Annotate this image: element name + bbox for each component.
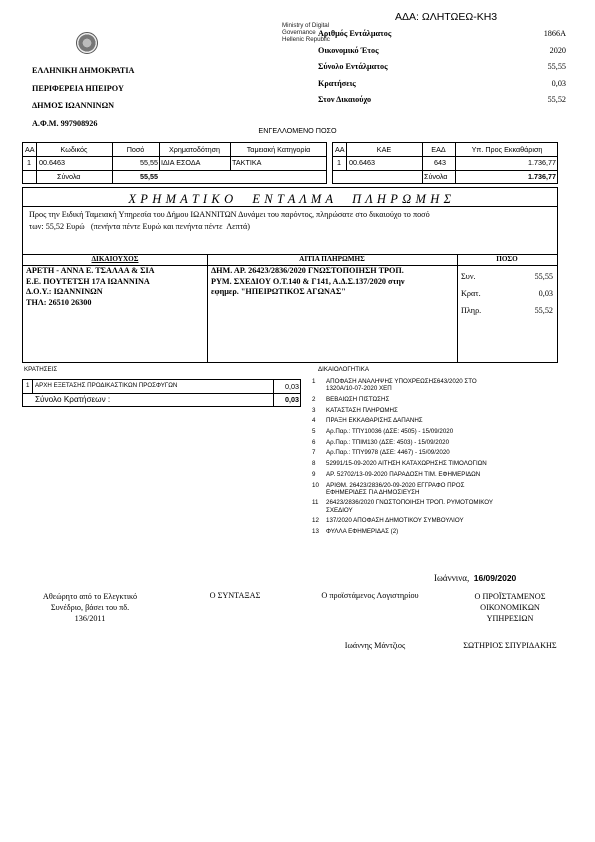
greek-coat-of-arms-icon xyxy=(76,32,98,54)
issuer-block xyxy=(32,62,134,132)
list-item: 2 ΒΕΒΑΙΩΣΗ ΠΙΣΤΩΣΗΣ xyxy=(312,395,390,403)
total-label: Σύνολα xyxy=(57,172,81,181)
documents-title: ΔΙΚΑΙΟΛΟΓΗΤΙΚΑ xyxy=(318,366,369,373)
payment-cause: ΔΗΜ. ΑΡ. 26423/2836/2020 ΓΝΩΣΤΟΠΟΙΗΣΗ ΤΡΟΠ. ΡΥΜ. ΣΧΕΔΙΟΥ Ο.Τ.140 & Γ141, Α.Δ.Σ.137/2020 στην εφημερ. "ΗΠΕΙΡΩΤΙΚΟΣ ΑΓΩΝΑΣ" xyxy=(211,266,405,296)
accountant-name: Ιωάννης Μάντζιος xyxy=(344,641,406,650)
column-header: Υπ. Προς Εκκαθάριση xyxy=(471,145,543,154)
order-info xyxy=(318,26,566,109)
place-date xyxy=(434,573,516,583)
director-title: Ο ΠΡΟΪΣΤΑΜΕΝΟΣ ΟΙΚΟΝΟΜΙΚΩΝ ΥΠΗΡΕΣΙΩΝ xyxy=(474,592,546,623)
accountant-title: Ο προϊστάμενος Λογιστηρίου xyxy=(321,591,419,600)
payment-order-box xyxy=(22,187,558,363)
list-item: 10 ΑΡΙΘΜ. 26423/2836/20-09-2020 ΕΓΓΡΑΦΟ ΠΡΟΣ ΕΦΗΜΕΡΙΔΕΣ ΓΙΑ ΔΗΜΟΣΙΕΥΣΗ xyxy=(312,481,465,496)
date: 16/09/2020 xyxy=(473,573,517,583)
column-header: ΕΑΔ xyxy=(431,145,446,154)
table-cell: ΙΔΙΑ ΕΣΟΔΑ xyxy=(161,158,201,167)
deductions-total-value: 0,03 xyxy=(285,395,299,404)
funding-table xyxy=(22,142,327,184)
column-header: Κωδικός xyxy=(60,145,88,154)
info-row-deductions: Κρατήσεις 0,03 xyxy=(318,78,566,88)
document-title: Χ Ρ Η Μ Α Τ Ι Κ Ο Ε Ν Τ Α Λ Μ Α Π Λ Η Ρ Ω Μ Η Σ xyxy=(128,192,452,206)
place: Ιωάννινα, xyxy=(434,573,470,583)
org-line: ΠΕΡΙΦΕΡΕΙΑ ΗΠΕΙΡΟΥ xyxy=(32,83,124,93)
column-header: ΑΑ xyxy=(335,145,345,154)
total-value: 1.736,77 xyxy=(528,172,556,181)
column-header: Χρηματοδότηση xyxy=(168,145,221,154)
list-item: 6 Αρ.Παρ.: ΤΠΙΜ130 (ΔΣΕ: 4503) - 15/09/2020 xyxy=(312,438,450,446)
list-item: 1 ΑΠΟΦΑΣΗ ΑΝΑΛΗΨΗΣ ΥΠΟΧΡΕΩΣΗΣ643/2020 ΣΤΟ 1320Α/10-07-2020 ΧΕΠ xyxy=(312,378,477,393)
amount-row: Πληρ. 55,52 xyxy=(461,306,553,315)
beneficiary-header: ΔΙΚΑΙΟΥΧΟΣ xyxy=(91,255,139,263)
org-line: ΔΗΜΟΣ ΙΩΑΝΝΙΝΩΝ xyxy=(32,101,115,110)
list-item: 4 ΠΡΑΞΗ ΕΚΚΑΘΑΡΙΣΗΣ ΔΑΠΑΝΗΣ xyxy=(312,417,423,425)
order-text-line: των: 55,52 Ευρώ (πενήντα πέντε Ευρώ και πενήντα πέντε Λεπτά) xyxy=(29,222,251,231)
table-cell: 1 xyxy=(337,158,341,167)
table-cell: 55,55 xyxy=(140,158,158,167)
list-item: 5 Αρ.Παρ.: ΤΠΥ10036 (ΔΣΕ: 4505) - 15/09/2020 xyxy=(312,428,454,435)
table-cell: 00.6463 xyxy=(349,158,375,167)
digital-signature-stamp: Ministry of Digital Governance Hellenic Republic xyxy=(282,22,330,44)
budget-table xyxy=(332,142,558,184)
table-cell: ΤΑΚΤΙΚΑ xyxy=(232,158,262,167)
info-row-to-beneficiary: Στον Δικαιούχο 55,52 xyxy=(318,95,566,104)
deductions-total-label: Σύνολο Κρατήσεων : xyxy=(35,395,111,404)
director-name: ΣΩΤΗΡΙΟΣ ΣΠΥΡΙΔΑΚΗΣ xyxy=(463,641,557,650)
deduction-value: 0,03 xyxy=(285,382,299,391)
table-cell: 00.6463 xyxy=(39,158,65,167)
list-item: 8 52991/15-09-2020 ΑΙΤΗΣΗ ΚΑΤΑΧΩΡΗΣΗΣ ΤΙΜΟΛΟΓΙΩΝ xyxy=(312,460,487,468)
ada-code: ΑΔΑ: ΩΛΗΤΩΕΩ-ΚΗ3 xyxy=(395,11,498,23)
deductions-table xyxy=(22,379,301,407)
total-label: Σύνολα xyxy=(424,172,448,181)
tax-id: Α.Φ.Μ. 997908926 xyxy=(32,118,98,128)
total-value: 55,55 xyxy=(140,172,158,181)
list-item: 12 137/2020 ΑΠΟΦΑΣΗ ΔΗΜΟΤΙΚΟΥ ΣΥΜΒΟΥΛΙΟΥ xyxy=(312,517,464,525)
info-row-fiscal-year: Οικονομικό Έτος 2020 xyxy=(318,45,566,55)
org-line: ΕΛΛΗΝΙΚΗ ΔΗΜΟΚΡΑΤΙΑ xyxy=(32,66,135,75)
list-item: 11 26423/2836/2020 ΓΝΩΣΤΟΠΟΙΗΣΗ ΤΡΟΠ. ΡΥΜΟΤΟΜΙΚΟΥ ΣΧΕΔΙΟΥ xyxy=(312,499,493,514)
info-row-total: Σύνολο Εντάλματος 55,55 xyxy=(318,62,566,71)
list-item: 3 ΚΑΤΑΣΤΑΣΗ ΠΛΗΡΩΜΗΣ xyxy=(312,406,398,414)
list-item: 13 ΦΥΛΛΑ ΕΦΗΜΕΡΙΔΑΣ (2) xyxy=(312,528,399,535)
column-header: ΑΑ xyxy=(25,145,35,154)
deductions-title: ΚΡΑΤΗΣΕΙΣ xyxy=(24,366,58,373)
amount-row: Συν. 55,55 xyxy=(461,272,553,281)
list-item: 9 ΑΡ. 52702/13-09-2020 ΠΑΡΑΔΟΣΗ ΤΙΜ. ΕΦΗΜΕΡΙΔΩΝ xyxy=(312,470,481,478)
table-cell: 1 xyxy=(27,158,31,167)
column-header: Ταμειακή Κατηγορία xyxy=(246,145,311,154)
beneficiary-details: ΑΡΕΤΗ - ΑΝΝΑ Ε. ΤΣΑΛΑΑ & ΣΙΑ Ε.Ε. ΠΟΥΤΕΤΣΗ 17Α ΙΩΑΝΝΙΝΑ Δ.Ο.Υ.: ΙΩΑΝΝΙΝΩΝ ΤΗΛ: 26510 26300 xyxy=(26,266,155,307)
table-cell: 643 xyxy=(434,158,446,167)
amount-header: ΠΟΣΟ xyxy=(496,255,518,263)
amount-row: Κρατ. 0,03 xyxy=(461,289,553,298)
deduction-no: 1 xyxy=(26,382,30,389)
posted-amount-title: ΕΝΓΕΛΛΟΜΕΝΟ ΠΟΣΟ xyxy=(258,126,337,135)
compiler-title: Ο ΣΥΝΤΑΞΑΣ xyxy=(209,591,261,600)
order-text-line: Προς την Ειδική Ταμειακή Υπηρεσία του Δήμου ΙΩΑΝΝΙΤΩΝ Δυνάμει του παρόντος, πληρώσατε στο δικαιούχο το ποσό xyxy=(29,210,430,219)
cause-header: ΑΙΤΙΑ ΠΛΗΡΩΜΗΣ xyxy=(299,255,365,263)
column-header: ΚΑΕ xyxy=(376,145,392,154)
documents-list xyxy=(312,378,562,539)
info-row-order-number: Αριθμός Εντάλματος 1866Α xyxy=(318,29,566,38)
list-item: 7 Αρ.Παρ.: ΤΠΥ9978 (ΔΣΕ: 4467) - 15/09/2020 xyxy=(312,449,450,457)
table-cell: 1.736,77 xyxy=(528,158,556,167)
amount-breakdown xyxy=(461,268,553,319)
column-header: Ποσό xyxy=(126,145,145,154)
court-exemption-note: Αθεώρητο από το Ελεγκτικό Συνέδριο, βάσει του πδ. 136/2011 xyxy=(42,592,138,623)
deduction-label: ΑΡΧΗ ΕΞΕΤΑΣΗΣ ΠΡΟΔΙΚΑΣΤΙΚΩΝ ΠΡΟΣΦΥΓΩΝ xyxy=(35,382,178,389)
